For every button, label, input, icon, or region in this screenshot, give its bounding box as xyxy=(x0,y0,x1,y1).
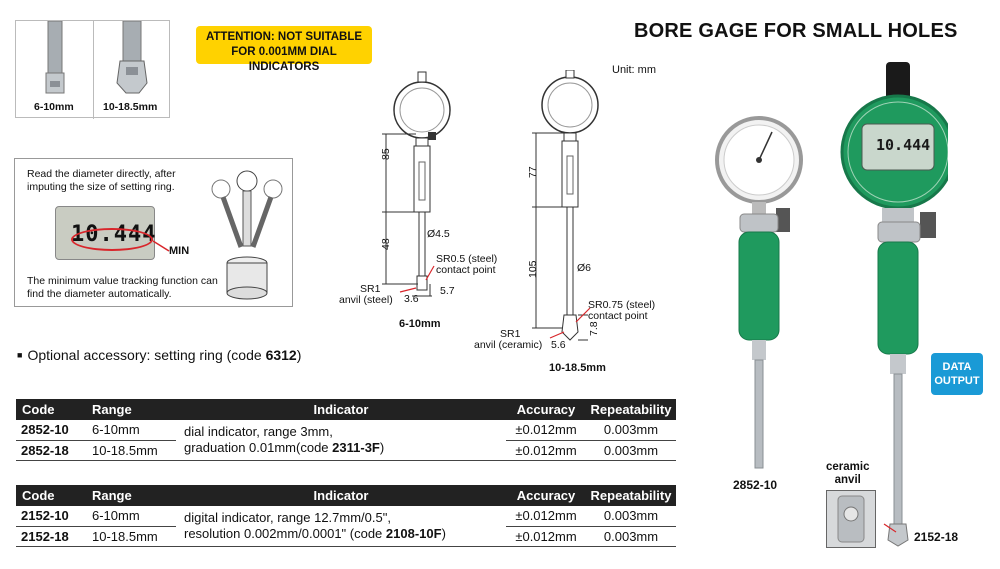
digital-reading: 10.444 xyxy=(876,136,931,154)
cell-code: 2852-10 xyxy=(16,420,84,440)
cell-repeatability: 0.003mm xyxy=(586,440,676,460)
accessory-code: 6312 xyxy=(265,347,297,363)
ceramic-anvil-inset xyxy=(826,490,876,548)
info-tracking-text: The minimum value tracking function can find the diameter automatically. xyxy=(27,275,218,300)
cell-range: 10-18.5mm xyxy=(84,526,176,546)
table-header-row xyxy=(16,399,676,420)
indicator-code: 2108-10F xyxy=(385,525,442,541)
col-indicator: Indicator xyxy=(176,485,506,506)
product-label-2852-10: 2852-10 xyxy=(733,478,778,492)
cell-repeatability: 0.003mm xyxy=(586,506,676,526)
anvil-label-b-2: anvil (ceramic) xyxy=(474,339,543,351)
dim-5-6: 5.6 xyxy=(551,339,566,351)
cell-code: 2152-10 xyxy=(16,506,84,526)
data-output-line-1: DATA xyxy=(942,361,972,373)
col-code: Code xyxy=(16,399,84,420)
cell-indicator xyxy=(176,420,506,460)
col-repeatability: Repeatability xyxy=(586,485,676,506)
table-row xyxy=(16,420,676,440)
indicator-line-2 xyxy=(184,526,502,542)
cell-repeatability: 0.003mm xyxy=(586,526,676,546)
drawing-label-10-18-5: 10-18.5mm xyxy=(549,362,606,374)
attention-badge xyxy=(196,26,372,73)
page-title: BORE GAGE FOR SMALL HOLES xyxy=(634,20,958,42)
col-indicator: Indicator xyxy=(176,399,506,420)
indicator-text: graduation 0.01mm(code xyxy=(184,439,333,455)
contact-point-label-b-2: contact point xyxy=(588,310,648,322)
thumb-label-6-10: 6-10mm xyxy=(34,101,74,113)
cell-code: 2152-18 xyxy=(16,526,84,546)
cell-repeatability: 0.003mm xyxy=(586,420,676,440)
cell-accuracy: ±0.012mm xyxy=(506,420,586,440)
thumb-label-10-18: 10-18.5mm xyxy=(103,101,158,113)
cell-indicator xyxy=(176,506,506,546)
col-range: Range xyxy=(84,399,176,420)
ceramic-anvil-label xyxy=(826,461,869,487)
table-row xyxy=(16,506,676,526)
accessory-text: Optional accessory: setting ring (code xyxy=(27,347,266,363)
min-label: MIN xyxy=(169,245,190,257)
dim-dia-6: Ø6 xyxy=(577,262,592,274)
unit-note: Unit: mm xyxy=(612,64,656,76)
col-range: Range xyxy=(84,485,176,506)
tip-thumbnails xyxy=(15,20,170,118)
indicator-line-1: dial indicator, range 3mm, xyxy=(184,423,333,439)
dim-5-7: 5.7 xyxy=(440,285,455,297)
cell-range: 6-10mm xyxy=(84,506,176,526)
indicator-code: 2311-3F xyxy=(332,439,380,455)
cell-accuracy: ±0.012mm xyxy=(506,440,586,460)
data-output-line-2: OUTPUT xyxy=(934,375,980,387)
drawing-label-6-10: 6-10mm xyxy=(399,318,441,330)
indicator-line-1: digital indicator, range 12.7mm/0.5", xyxy=(184,509,391,525)
dim-85: 85 xyxy=(380,148,392,160)
dim-3-6: 3.6 xyxy=(404,293,419,305)
col-repeatability: Repeatability xyxy=(586,399,676,420)
product-dial-bore-gage xyxy=(712,108,812,478)
indicator-line-2 xyxy=(184,440,502,456)
contact-point-label-2: contact point xyxy=(436,264,496,276)
dim-48: 48 xyxy=(380,238,392,250)
bullet-icon: ■ xyxy=(17,350,23,360)
optional-accessory-note xyxy=(17,347,301,363)
lcd-reading: 10.444 xyxy=(71,222,157,247)
contact-point-label-b: SR0.75 (steel) xyxy=(588,299,656,311)
spec-table-dial xyxy=(16,399,676,461)
spec-table-digital xyxy=(16,485,676,547)
indicator-text: resolution 0.002mm/0.0001" (code xyxy=(184,525,386,541)
col-accuracy: Accuracy xyxy=(506,399,586,420)
cell-code: 2852-18 xyxy=(16,440,84,460)
table-header-row xyxy=(16,485,676,506)
highlight-ring xyxy=(71,228,153,251)
indicator-close: ) xyxy=(379,439,385,455)
cell-accuracy: ±0.012mm xyxy=(506,506,586,526)
anvil-label: SR1 xyxy=(360,283,381,295)
indicator-close: ) xyxy=(441,525,446,541)
info-setting-text: Read the diameter directly, after imputing the size of setting ring. xyxy=(27,168,176,193)
info-box xyxy=(14,158,293,307)
anvil-label-b: SR1 xyxy=(500,328,521,340)
cell-range: 10-18.5mm xyxy=(84,440,176,460)
cell-accuracy: ±0.012mm xyxy=(506,526,586,546)
attention-line-1: ATTENTION: NOT SUITABLE xyxy=(205,31,363,43)
product-label-2152-18: 2152-18 xyxy=(914,530,959,544)
attention-line-2: FOR 0.001MM DIAL INDICATORS xyxy=(231,46,337,73)
ceramic-label-2: anvil xyxy=(834,474,861,486)
anvil-label-2: anvil (steel) xyxy=(339,294,393,306)
data-output-badge xyxy=(931,353,983,395)
dim-105: 105 xyxy=(527,260,539,278)
ceramic-label-1: ceramic xyxy=(826,461,870,473)
dim-7-8: 7.8 xyxy=(588,321,600,336)
contact-point-label: SR0.5 (steel) xyxy=(436,253,498,265)
col-code: Code xyxy=(16,485,84,506)
accessory-close: ) xyxy=(296,347,302,363)
cell-range: 6-10mm xyxy=(84,420,176,440)
dim-dia-4-5: Ø4.5 xyxy=(427,228,450,240)
thumbnail-divider xyxy=(93,21,94,119)
dim-77: 77 xyxy=(527,166,539,178)
col-accuracy: Accuracy xyxy=(506,485,586,506)
